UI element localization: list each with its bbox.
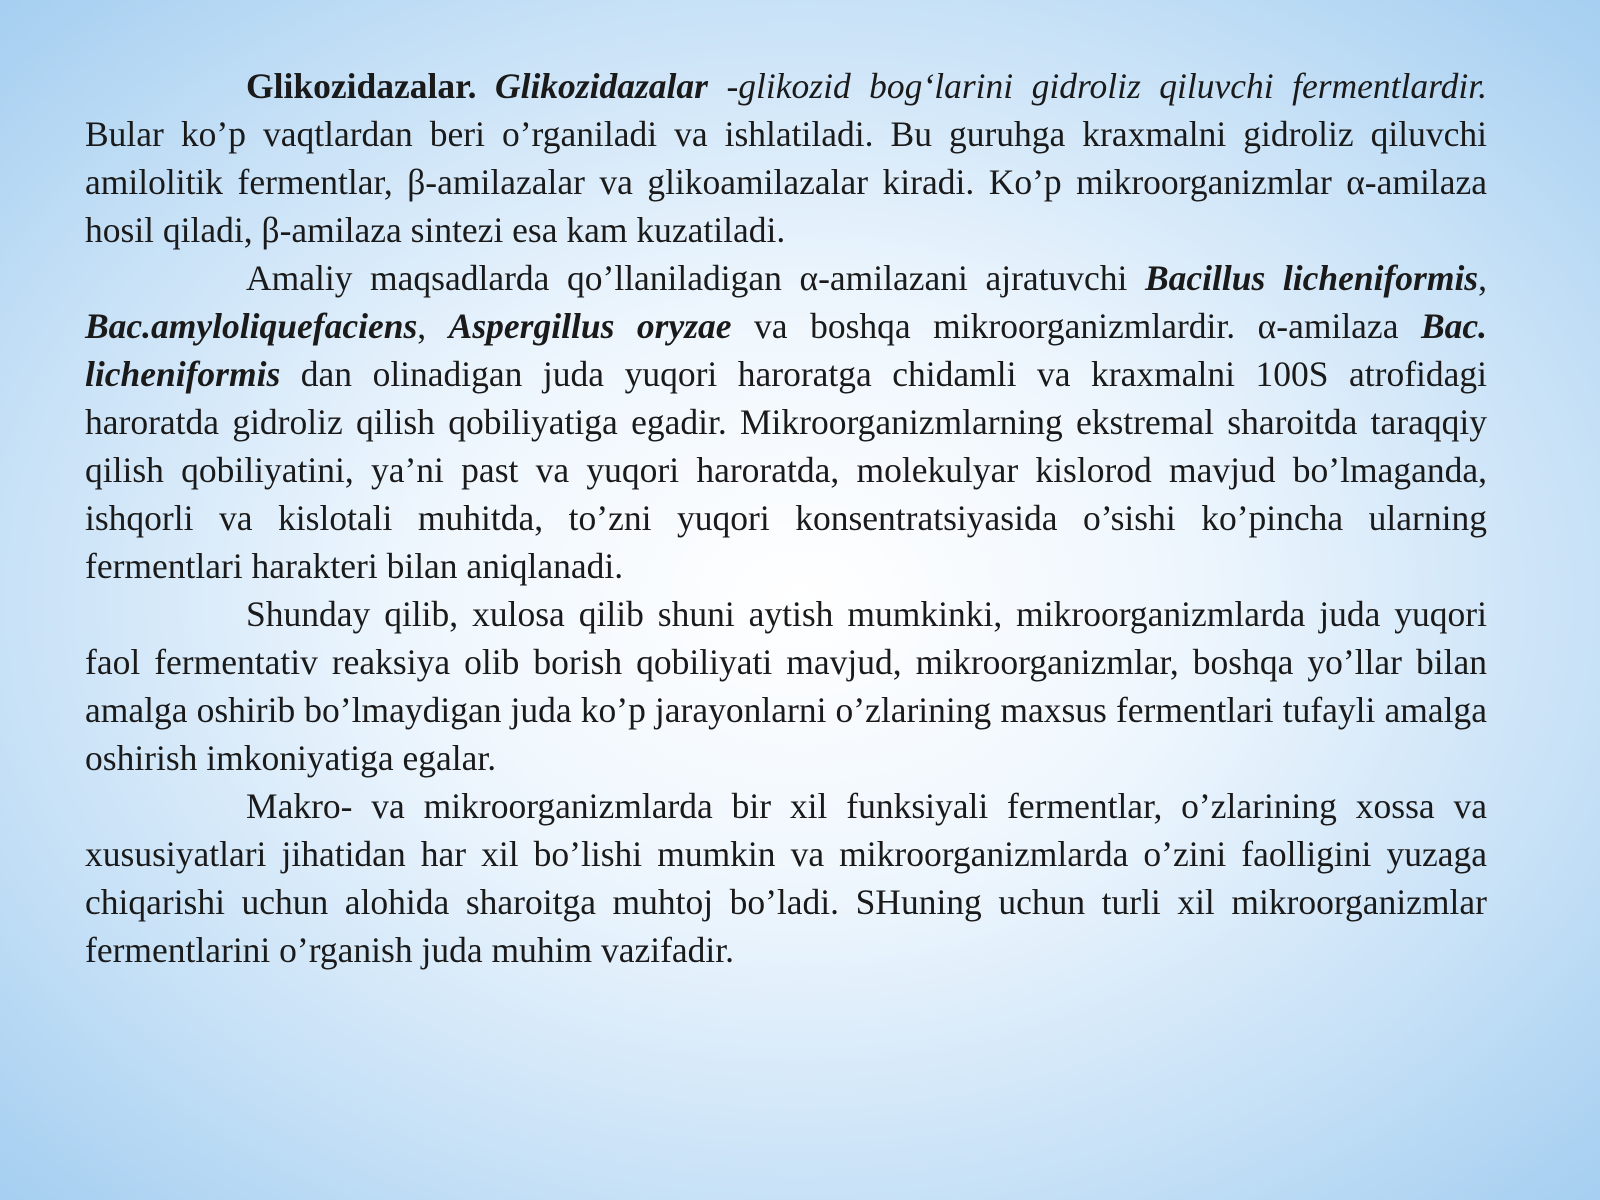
term-glikozidazalar: Glikozidazalar [494,66,708,106]
species-bac-amyloliquefaciens: Bac.amyloliquefaciens [85,306,418,346]
paragraph-makro [85,782,1487,974]
text-run: dan olinadigan juda yuqori haroratga chidamli va kraxmalni 100S atrofidagi haroratda gidroliz qilish qobiliyatiga egadir. Mikroorganizmlarning ekstremal sharoitda taraqqiy qilish qobiliyatini, ya’ni past va yuqori haroratda, molekulyar kislorod mavjud bo’lmaganda, ishqorli va kislotali muhitda, to’zni yuqori konsentratsiyasida o’sishi ko’pincha ularning fermentlari harakteri bilan aniqlanadi. [85,354,1487,586]
paragraph-shunday [85,590,1487,782]
text-run: Amaliy maqsadlarda qo’llaniladigan α-amilazani ajratuvchi [246,258,1145,298]
paragraph-glikozidazalar [85,62,1487,254]
text-run: va boshqa mikroorganizmlardir. α-amilaza [731,306,1421,346]
heading-term: Glikozidazalar. [246,66,477,106]
definition-text: -glikozid bog‘larini gidroliz qiluvchi fermentlardir. [707,66,1488,106]
text-run [476,66,494,106]
text-run: Makro- va mikroorganizmlarda bir xil funksiyali fermentlar, o’zlarining xossa va xususiyatlari jihatidan har xil bo’lishi mumkin va mikroorganizmlarda o’zini faolligini yuzaga chiqarishi uchun alohida sharoitga muhtoj bo’ladi. SHuning uchun turli xil mikroorganizmlar fermentlarini o’rganish juda muhim vazifadir. [85,786,1487,970]
text-body [85,62,1487,974]
text-run: Bular ko’p vaqtlardan beri o’rganiladi va ishlatiladi. Bu guruhga kraxmalni gidroliz qiluvchi amilolitik fermentlar, β-amilazalar va glikoamilazalar kiradi. Ko’p mikroorganizmlar α-amilaza hosil qiladi, β-amilaza sintezi esa kam kuzatiladi. [85,114,1487,250]
text-run: , [1478,258,1487,298]
species-bacillus-licheniformis: Bacillus licheniformis [1144,258,1479,298]
species-bac-licheniformis: Bac. licheniformis [85,306,1488,394]
paragraph-amaliy [85,254,1487,590]
species-aspergillus-oryzae: Aspergillus oryzae [448,306,732,346]
text-run: , [417,306,449,346]
text-run: Shunday qilib, xulosa qilib shuni aytish mumkinki, mikroorganizmlarda juda yuqori faol fermentativ reaksiya olib borish qobiliyati mavjud, mikroorganizmlar, boshqa yo’llar bilan amalga oshirib bo’lmaydigan juda ko’p jarayonlarni o’zlarining maxsus fermentlari tufayli amalga oshirish imkoniyatiga egalar. [85,594,1487,778]
